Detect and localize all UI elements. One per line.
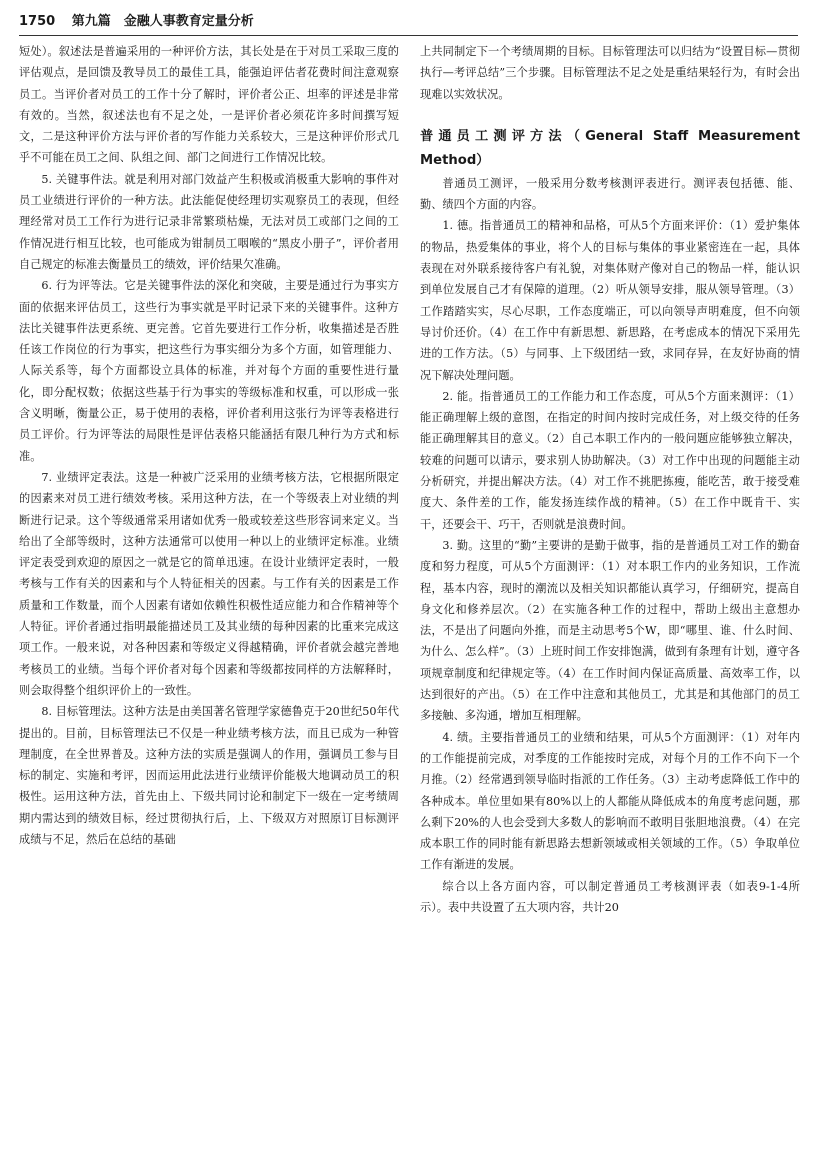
paragraph: 普通员工测评，一般采用分数考核测评表进行。测评表包括德、能、勤、绩四个方面的内容。 [420,176,800,212]
paragraph: 短处）。叙述法是普遍采用的一种评价方法，其长处是在于对员工采取三度的评估观点，是回馈及教导员工的最佳工具，能强迫评估者花费时间注意观察员工。当评价者对员工的工作十分了解时，评价者公正、坦率的评述是非常有效的。当然，叙述法也有不足之处，一是评价者必须花许多时间撰写短文，二是这种评价方法与评价者的写作能力关系较大，三是这种评价形式几乎不可能在员工之间、队组之间、部门之间进行工作情况比较。 [19,45,399,165]
paragraph: 5. 关键事件法。就是利用对部门效益产生积极或消极重大影响的事件对员工业绩进行评价的一种方法。此法能促使经理切实观察员工的表现，但经理经常对员工工作行为进行记录非常繁琐枯燥，无法对员工或部门之间的工作情况进行相互比较，也可能成为钳制员工咽喉的“黑皮小册子”，评价者用自己规定的标准去衡量员工的绩效，评价结果欠准确。 [19,172,399,271]
paragraph: 上共同制定下一个考绩周期的目标。目标管理法可以归结为“设置目标—贯彻执行—考评总结”三个步骤。目标管理法不足之处是重结果轻行为，有时会出现难以实效状况。 [420,45,800,101]
page-header [19,13,798,31]
right-column [420,41,800,1166]
paragraph: 7. 业绩评定表法。这是一种被广泛采用的业绩考核方法，它根据所限定的因素来对员工进行绩效考核。采用这种方法，在一个等级表上对业绩的判断进行记录。这个等级通常采用诸如优秀一般或较差这些形容词来定义。当给出了全部等级时，这种方法通常可以使用一种以上的业绩评定标准。业绩评定表受到欢迎的原因之一就是它的简单迅速。在设计业绩评定表时，一般考核与工作有关的因素和与个人特征相关的因素。与工作有关的因素是工作质量和工作数量，而个人因素有诸如依赖性积极性适应能力和合作精神等个人特征。评价者通过指明最能描述员工及其业绩的每种因素的比重来完成这项工作。一般来说，对各种因素和等级定义得越精确，评价者就会越完善地考核员工的业绩。当每个评价者对每个因素和等级都按同样的方法解释时，则会取得整个组织评价上的一致性。 [19,470,399,697]
right-column-body [420,173,800,918]
page-number: 1750 [19,14,56,29]
header-rule [19,35,798,36]
paragraph: 4. 绩。主要指普通员工的业绩和结果，可从5个方面测评：（1）对年内的工作能提前完成，对季度的工作能按时完成，对每个月的工作不向下一个月推。（2）经常遇到领导临时指派的工作任务。（3）主动考虑降低工作中的各种成本。单位里如果有80%以上的人都能从降低成本的角度考虑问题，那么剩下20%的人也会受到大多数人的影响而不敢明目张胆地浪费。（4）在完成本职工作的同时能有新思路去想新领域或相关领域的工作。（5）争取单位工作有渐进的发展。 [420,730,800,872]
paragraph: 3. 勤。这里的“勤”主要讲的是勤于做事，指的是普通员工对工作的勤奋度和努力程度，可从5个方面测评：（1）对本职工作内的业务知识，工作流程，基本内容，现时的潮流以及相关知识都能认真学习，仔细研究，提高自身文化和修养层次。（2）在实施各种工作的过程中，帮助上级出主意想办法，不是出了问题向外推，而是主动思考5个W，即“哪里、谁、什么时间、为什么、怎么样”。（3）上班时间工作安排饱满，做到有条理有计划，遵守各项规章制度和纪律规定等。（4）在工作时间内保证高质量、高效率工作，以达到很好的产出。（5）在工作中注意和其他员工，尤其是和其他部门的员工多接触、多沟通，增加互相理解。 [420,538,800,723]
right-column-intro [420,41,800,105]
paragraph: 综合以上各方面内容，可以制定普通员工考核测评表（如表9-1-4所示）。表中共设置了五大项内容，共计20 [420,879,800,914]
paragraph: 2. 能。指普通员工的工作能力和工作态度，可从5个方面来测评：（1）能正确理解上级的意图，在指定的时间内按时完成任务，对上级交待的任务能正确理解其目的意义。（2）自己本职工作内的一般问题应能够独立解决，较难的问题可以请示，要求别人协助解决。（3）对工作中出现的问题能主动分析研究，并提出解决方法。（4）对工作不挑肥拣瘦，能吃苦，敢于接受难度大、条件差的工作，能发扬连续作战的精神。（5）在工作中既肯干、实干，还要会干、巧干，否则就是浪费时间。 [420,389,800,531]
section-title: 普通员工测评方法（General Staff Measurement Method） [420,128,800,168]
paragraph: 6. 行为评等法。它是关键事件法的深化和突破，主要是通过行为事实方面的依据来评估员工，这些行为事实就是平时记录下来的关键事件。这种方法比关键事件法更系统、更完善。它首先要进行工作分析，收集描述是否胜任该工作岗位的行为事实，把这些行为事实细分为多个方面，如管理能力、人际关系等，每个方面都设立具体的标准，并对每个方面的重要性进行量化，即分配权数；依据这些基于行为事实的等级标准和权重，可以形成一张含义明晰，衡量公正，易于使用的表格，评价者利用这张行为评等表格进行员工评价。行为评等法的局限性是评估表格只能涵括有限几种行为方式和标准。 [19,279,399,463]
chapter-title: 第九篇 金融人事教育定量分析 [71,14,254,29]
paragraph: 8. 目标管理法。这种方法是由美国著名管理学家德鲁克于20世纪50年代提出的。目前，目标管理法已不仅是一种业绩考核方法，而且已成为一种管理制度，在全世界普及。这种方法的实质是强调人的作用，强调员工参与目标的制定、实施和考评，因而运用此法进行业绩评价能极大地调动员工的积极性。运用这种方法，首先由上、下级共同讨论和制定下一级在一定考绩周期内需达到的绩效目标，经过贯彻执行后，上、下级双方对照原订目标测评成绩与不足，然后在总结的基础 [19,705,399,846]
paragraph: 1. 德。指普通员工的精神和品格，可从5个方面来评价：（1）爱护集体的物品，热爱集体的事业，将个人的目标与集体的事业紧密连在一起，具体表现在对外联系接待客户有礼貌，对集体财产像对自己的物品一样，能认识到单位发展自己才有保障的道理。（2）听从领导安排，服从领导管理。（3）工作踏踏实实，尽心尽职，工作态度端正，可以向领导声明难度，但不向领导讨价还价。（4）在工作中有新思想、新思路，在考虑成本的情况下采用先进的工作方法。（5）与同事、上下级团结一致，求同存异，在友好协商的情况下解决处理问题。 [420,219,800,382]
left-column [19,41,399,1166]
